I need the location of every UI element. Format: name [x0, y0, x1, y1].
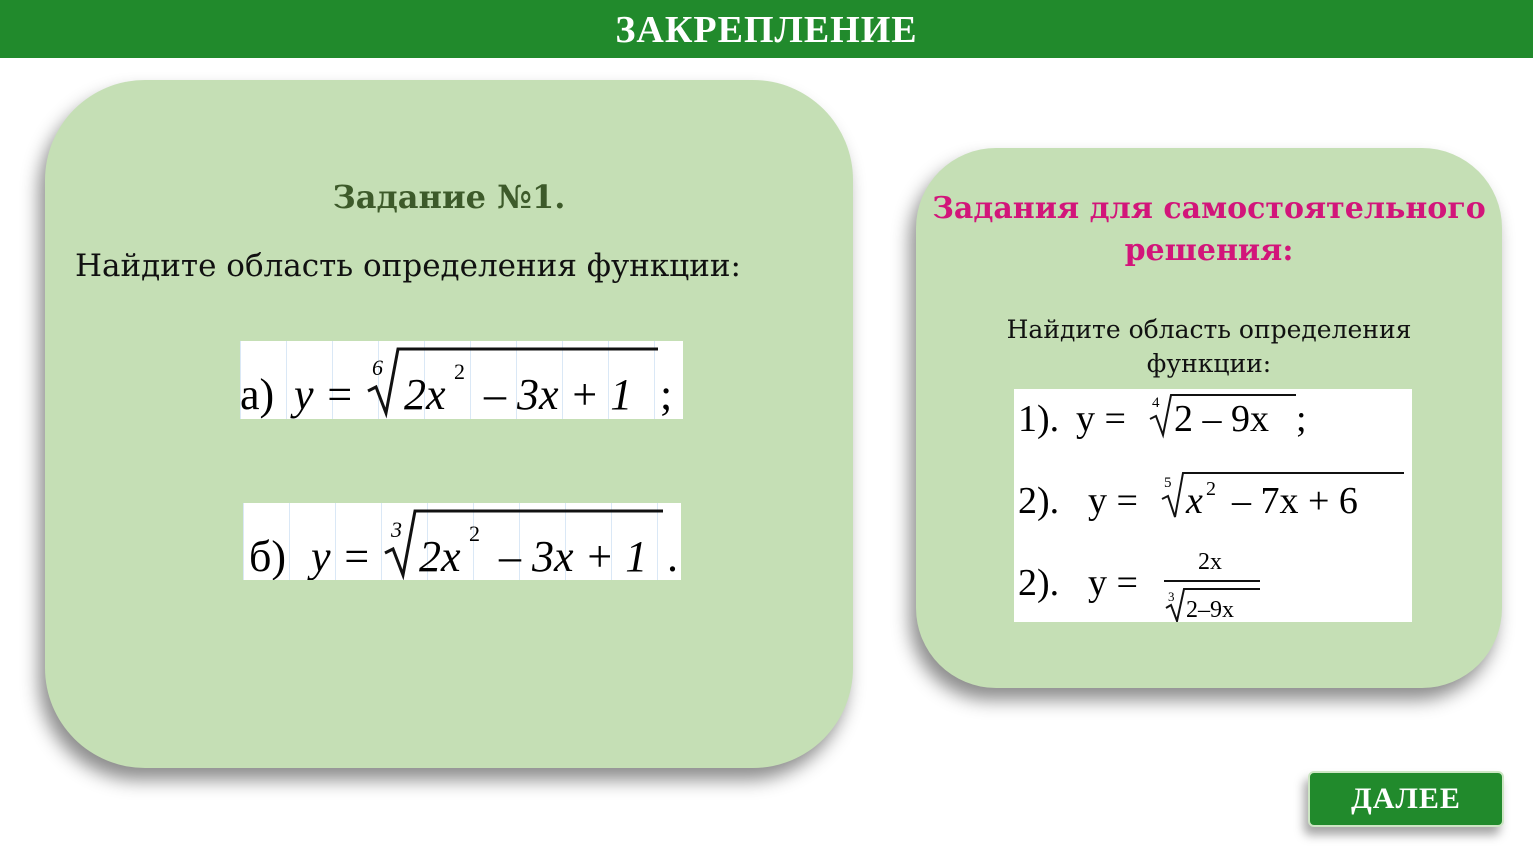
independent-card: [916, 148, 1502, 688]
exercise-3-lhs: y =: [1088, 562, 1138, 604]
exercise-2-rest: – 7x + 6: [1232, 480, 1358, 522]
exercise-1-radicand: 2 – 9x: [1174, 398, 1269, 440]
formula-a-index: 6: [372, 355, 383, 380]
formula-a-end: ;: [660, 370, 673, 419]
formula-a-lhs: y =: [294, 370, 355, 419]
next-button-label: ДАЛЕЕ: [1351, 782, 1461, 815]
exercise-1: [1018, 395, 1307, 440]
page-title: ЗАКРЕПЛЕНИЕ: [615, 9, 918, 51]
exercise-2: [1018, 473, 1404, 522]
independent-instruction: Найдите область определения функции:: [1006, 315, 1412, 378]
exercise-2-label: 2).: [1018, 480, 1060, 522]
formula-a: [240, 341, 683, 419]
header-bar: [0, 0, 1533, 58]
exercise-2-index: 5: [1164, 475, 1172, 491]
formula-b-end: .: [667, 532, 678, 580]
exercise-1-lhs: y =: [1076, 398, 1126, 440]
exercise-2-radicand: x: [1186, 480, 1203, 522]
formula-a-exp: 2: [454, 359, 465, 384]
exercise-1-label: 1).: [1018, 398, 1060, 440]
exercise-3: [1018, 549, 1260, 622]
formula-a-rest: – 3x + 1: [484, 370, 633, 419]
formula-b-lhs: y =: [311, 532, 372, 580]
formula-b-exp: 2: [469, 521, 480, 546]
formula-a-label: а): [240, 370, 275, 419]
exercise-3-label: 2).: [1018, 562, 1060, 604]
formula-b: [243, 503, 681, 580]
exercise-1-end: ;: [1296, 398, 1307, 440]
independent-heading: Задания для самостоятельного решения:: [932, 191, 1486, 268]
formula-b-index: 3: [391, 517, 402, 542]
formula-a-radicand: 2x: [404, 370, 446, 419]
exercise-1-index: 4: [1152, 395, 1160, 411]
task-card: [45, 80, 853, 768]
exercise-2-lhs: y =: [1088, 480, 1138, 522]
exercise-3-radicand: 2–9x: [1186, 597, 1234, 622]
next-button[interactable]: [1308, 771, 1504, 827]
exercise-3-index: 3: [1168, 589, 1175, 604]
formula-b-radicand: 2x: [419, 532, 461, 580]
formula-b-label: б): [249, 532, 287, 580]
exercise-2-exp: 2: [1206, 478, 1216, 500]
independent-formulas: [1014, 389, 1412, 622]
task-heading: Задание №1.: [332, 178, 566, 216]
exercise-3-numerator: 2x: [1198, 549, 1222, 575]
formula-b-rest: – 3x + 1: [499, 532, 648, 580]
task-instruction: Найдите область определения функции:: [75, 248, 741, 284]
